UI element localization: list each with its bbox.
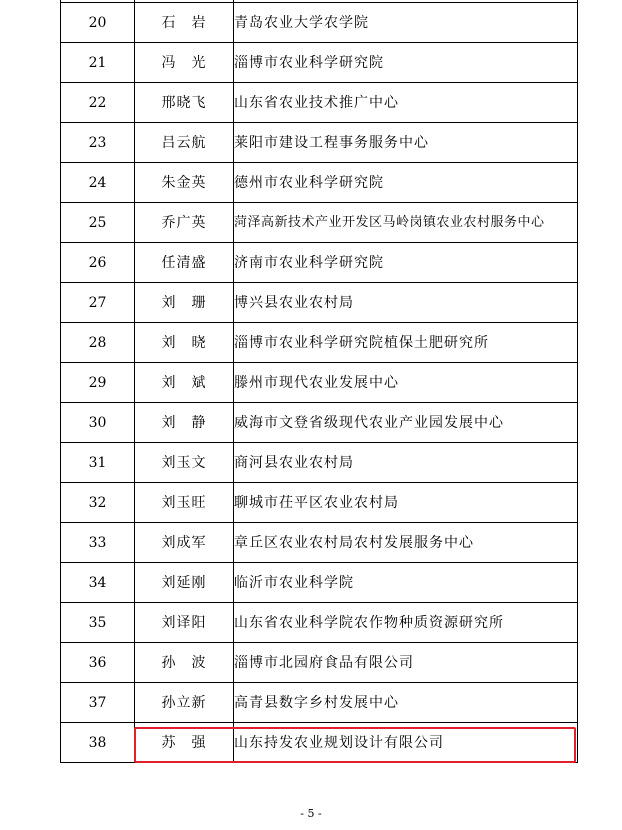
table-row [61,563,578,603]
unit-cell: 德州市农业科学研究院 [234,163,578,203]
name-cell: 刘 晓 [135,323,234,363]
unit-cell: 淄博市农业科学研究院 [234,43,578,83]
name-cell: 刘玉旺 [135,483,234,523]
row-number-cell: 22 [61,83,135,123]
unit-cell: 威海市文登省级现代农业产业园发展中心 [234,403,578,443]
row-number-cell: 34 [61,563,135,603]
page-number: - 5 - [300,807,322,820]
name-cell: 邢晓飞 [135,83,234,123]
table-row [61,523,578,563]
unit-cell: 山东省农业技术推广中心 [234,83,578,123]
name-cell: 孙 波 [135,643,234,683]
unit-cell: 青岛农业大学农学院 [234,3,578,43]
table-row [61,483,578,523]
unit-cell: 章丘区农业农村局农村发展服务中心 [234,523,578,563]
unit-cell: 淄博市农业科学研究院植保土肥研究所 [234,323,578,363]
row-number-cell: 37 [61,683,135,723]
row-number-cell: 28 [61,323,135,363]
table-row [61,683,578,723]
unit-cell: 莱阳市建设工程事务服务中心 [234,123,578,163]
row-number-cell: 27 [61,283,135,323]
unit-cell: 聊城市茌平区农业农村局 [234,483,578,523]
table-row [61,723,578,763]
row-number-cell: 33 [61,523,135,563]
row-number-cell: 26 [61,243,135,283]
unit-cell: 商河县农业农村局 [234,443,578,483]
table-row [61,323,578,363]
row-number-cell: 30 [61,403,135,443]
name-cell: 刘 静 [135,403,234,443]
name-cell: 吕云航 [135,123,234,163]
unit-cell: 高青县数字乡村发展中心 [234,683,578,723]
name-cell: 孙立新 [135,683,234,723]
roster-table-body [61,0,578,763]
name-cell: 苏 强 [135,723,234,763]
row-number-cell: 20 [61,3,135,43]
table-row [61,123,578,163]
table-row [61,403,578,443]
table-row [61,203,578,243]
name-cell: 刘译阳 [135,603,234,643]
table-row [61,443,578,483]
roster-table [60,0,578,763]
name-cell: 朱金英 [135,163,234,203]
unit-cell: 滕州市现代农业发展中心 [234,363,578,403]
table-row [61,243,578,283]
row-number-cell: 23 [61,123,135,163]
name-cell: 刘延刚 [135,563,234,603]
name-cell: 刘玉文 [135,443,234,483]
row-number-cell: 36 [61,643,135,683]
name-cell: 刘成军 [135,523,234,563]
row-number-cell: 24 [61,163,135,203]
row-number-cell: 31 [61,443,135,483]
table-row [61,283,578,323]
table-row [61,363,578,403]
unit-cell: 淄博市北园府食品有限公司 [234,643,578,683]
name-cell: 刘 斌 [135,363,234,403]
unit-cell: 济南市农业科学研究院 [234,243,578,283]
name-cell: 冯 光 [135,43,234,83]
row-number-cell: 35 [61,603,135,643]
name-cell: 任清盛 [135,243,234,283]
row-number-cell: 25 [61,203,135,243]
table-row [61,3,578,43]
row-number-cell: 38 [61,723,135,763]
row-number-cell: 21 [61,43,135,83]
table-row [61,83,578,123]
unit-cell: 临沂市农业科学院 [234,563,578,603]
row-number-cell: 29 [61,363,135,403]
unit-cell: 博兴县农业农村局 [234,283,578,323]
name-cell: 石 岩 [135,3,234,43]
unit-cell: 山东持发农业规划设计有限公司 [234,723,578,763]
name-cell: 刘 珊 [135,283,234,323]
name-cell: 乔广英 [135,203,234,243]
table-row [61,643,578,683]
table-row [61,43,578,83]
row-number-cell: 32 [61,483,135,523]
unit-cell: 菏泽高新技术产业开发区马岭岗镇农业农村服务中心 [234,203,578,243]
unit-cell: 山东省农业科学院农作物种质资源研究所 [234,603,578,643]
table-row [61,163,578,203]
table-row [61,603,578,643]
